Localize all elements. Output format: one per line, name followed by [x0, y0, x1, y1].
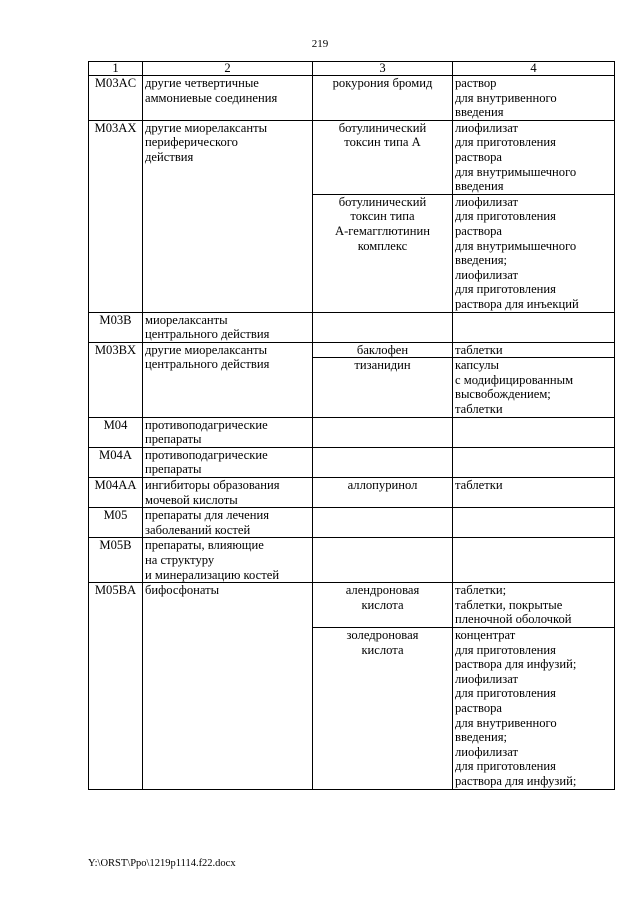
- drug-name: ботулинический токсин типа А: [313, 120, 453, 194]
- atc-code: M05: [89, 508, 143, 538]
- dosage-form: [453, 417, 615, 447]
- header-col-1: 1: [89, 62, 143, 76]
- drug-name: аллопуринол: [313, 478, 453, 508]
- drug-name: [313, 312, 453, 342]
- dosage-form: таблетки: [453, 342, 615, 358]
- drug-name: алендроновая кислота: [313, 583, 453, 628]
- drug-name: золедроновая кислота: [313, 627, 453, 789]
- dosage-form: [453, 447, 615, 477]
- dosage-form: концентрат для приготовления раствора для инфузий; лиофилизат для приготовления раствора для внутривенного введения; лиофилизат для приготовления раствора для инфузий;: [453, 627, 615, 789]
- drug-name: [313, 508, 453, 538]
- atc-code: M03B: [89, 312, 143, 342]
- table-row: [89, 76, 615, 121]
- atc-code: M05BA: [89, 583, 143, 789]
- atc-code: M04: [89, 417, 143, 447]
- table-row: [89, 508, 615, 538]
- file-path-footer: Y:\ORST\Ppo\1219p1114.f22.docx: [88, 858, 236, 869]
- drug-name: [313, 447, 453, 477]
- pharmacological-group: препараты, влияющие на структуру и минерализацию костей: [143, 538, 313, 583]
- dosage-form: таблетки; таблетки, покрытые пленочной оболочкой: [453, 583, 615, 628]
- page-number: 219: [311, 38, 329, 50]
- atc-code: M03AX: [89, 120, 143, 312]
- drug-table: [88, 61, 615, 790]
- atc-code: M03AC: [89, 76, 143, 121]
- dosage-form: лиофилизат для приготовления раствора для внутримышечного введения; лиофилизат для приготовления раствора для инъекций: [453, 194, 615, 312]
- dosage-form: капсулы с модифицированным высвобождением; таблетки: [453, 358, 615, 417]
- dosage-form: [453, 508, 615, 538]
- pharmacological-group: препараты для лечения заболеваний костей: [143, 508, 313, 538]
- dosage-form: лиофилизат для приготовления раствора для внутримышечного введения: [453, 120, 615, 194]
- table-row: [89, 342, 615, 358]
- header-col-3: 3: [313, 62, 453, 76]
- pharmacological-group: противоподагрические препараты: [143, 447, 313, 477]
- drug-name: рокурония бромид: [313, 76, 453, 121]
- pharmacological-group: другие четвертичные аммониевые соединения: [143, 76, 313, 121]
- drug-name: тизанидин: [313, 358, 453, 417]
- table-row: [89, 120, 615, 194]
- header-col-4: 4: [453, 62, 615, 76]
- header-col-2: 2: [143, 62, 313, 76]
- pharmacological-group: противоподагрические препараты: [143, 417, 313, 447]
- table-row: [89, 583, 615, 628]
- dosage-form: раствор для внутривенного введения: [453, 76, 615, 121]
- atc-code: M04A: [89, 447, 143, 477]
- dosage-form: таблетки: [453, 478, 615, 508]
- table-row: [89, 312, 615, 342]
- drug-name: ботулинический токсин типа А-гемагглютинин комплекс: [313, 194, 453, 312]
- table-row: [89, 478, 615, 508]
- pharmacological-group: миорелаксанты центрального действия: [143, 312, 313, 342]
- table-row: [89, 538, 615, 583]
- drug-name: баклофен: [313, 342, 453, 358]
- atc-code: M03BX: [89, 342, 143, 417]
- pharmacological-group: другие миорелаксанты центрального действия: [143, 342, 313, 417]
- pharmacological-group: ингибиторы образования мочевой кислоты: [143, 478, 313, 508]
- atc-code: M04AA: [89, 478, 143, 508]
- drug-name: [313, 538, 453, 583]
- dosage-form: [453, 538, 615, 583]
- dosage-form: [453, 312, 615, 342]
- table-header-row: [89, 62, 615, 76]
- table-row: [89, 417, 615, 447]
- atc-code: M05B: [89, 538, 143, 583]
- pharmacological-group: другие миорелаксанты периферического действия: [143, 120, 313, 312]
- drug-name: [313, 417, 453, 447]
- pharmacological-group: бифосфонаты: [143, 583, 313, 789]
- table-row: [89, 447, 615, 477]
